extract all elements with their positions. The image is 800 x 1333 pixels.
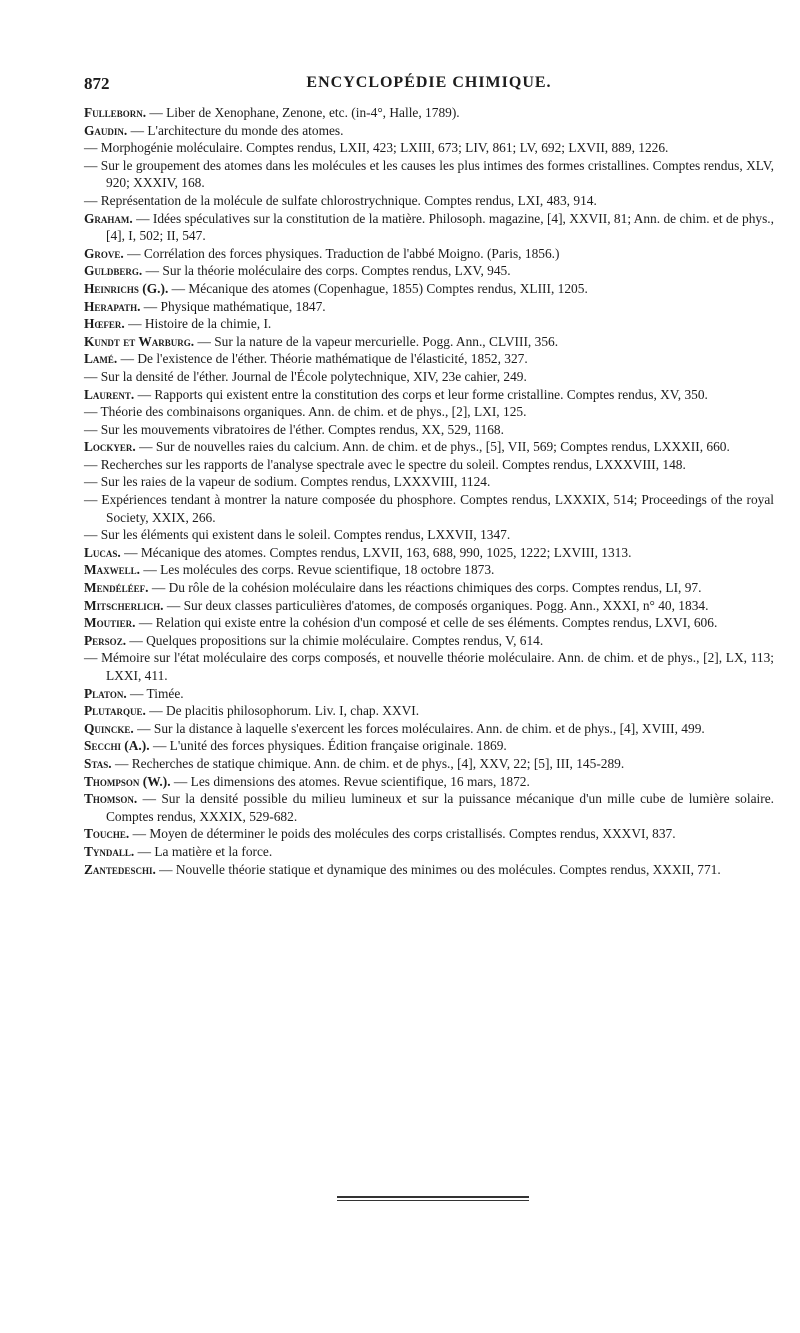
bibliography-entry [84,544,774,562]
entry-text: — Sur les raies de la vapeur de sodium. Comptes rendus, LXXXVIII, 1124. [84,474,491,490]
entry-author: Fulleborn. [84,105,147,120]
entry-text: — La matière et la force. [134,843,273,859]
entry-author: Persoz. [84,632,127,648]
bibliography-entry [84,597,774,615]
bibliography-entry [84,139,774,157]
entry-text: — Sur les éléments qui existent dans le soleil. Comptes rendus, LXXVII, 1347. [84,527,511,543]
entry-text: — Mécanique des atomes (Copenhague, 1855) Comptes rendus, XLIII, 1205. [168,280,588,296]
bibliography-list [84,104,774,878]
bibliography-entry [84,210,774,245]
entry-author: Lucas. [84,544,121,560]
entry-text: — Sur la distance à laquelle s'exercent les forces moléculaires. Ann. de chim. et de phys., [4], XVIII, 499. [133,720,705,736]
entry-author: Grove. [84,245,124,261]
bibliography-entry [84,614,774,632]
bibliography-entry [84,245,774,263]
page-number: 872 [84,74,110,93]
entry-text: — Sur les mouvements vibratoires de l'éther. Comptes rendus, XX, 529, 1168. [84,421,504,437]
entry-text: — Rapports qui existent entre la constitution des corps et leur forme cristalline. Comptes rendus, XV, 350. [134,386,708,402]
bibliography-entry [84,526,774,544]
entry-author: Platon. [84,685,127,701]
bibliography-entry [84,104,774,122]
entry-author: Tyndall. [84,843,135,859]
entry-author: Maxwell. [84,562,140,578]
bibliography-entry [84,561,774,579]
entry-author: Gaudin. [84,122,128,138]
bibliography-entry [84,720,774,738]
entry-text: — L'architecture du monde des atomes. [127,122,344,138]
entry-author: Laurent. [84,386,135,402]
entry-text: — Morphogénie moléculaire. Comptes rendus, LXII, 423; LXIII, 673; LIV, 861; LV, 692; LXVII, 889, 1226. [84,140,669,156]
entry-text: — De placitis philosophorum. Liv. I, chap. XXVI. [145,703,420,719]
entry-author: Heinrichs (G.). [84,280,169,296]
entry-author: Zantedeschi. [84,861,156,877]
bibliography-entry [84,649,774,684]
entry-text: — Liber de Xenophane, Zenone, etc. (in-4°, Halle, 1789). [146,105,460,120]
bibliography-entry [84,438,774,456]
entry-text: — Sur deux classes particulières d'atomes, de composés organiques. Pogg. Ann., XXXI, n° 40, 1834. [163,597,709,613]
entry-text: — Les dimensions des atomes. Revue scientifique, 16 mars, 1872. [170,773,530,789]
entry-text: — Sur la nature de la vapeur mercurielle. Pogg. Ann., CLVIII, 356. [194,333,559,349]
entry-author: Thomson. [84,791,138,807]
bibliography-entry [84,350,774,368]
entry-author: Guldberg. [84,263,143,279]
entry-text: — Moyen de déterminer le poids des molécules des corps cristallisés. Comptes rendus, XXXVI, 837. [129,826,676,842]
entry-text: — Mécanique des atomes. Comptes rendus, LXVII, 163, 688, 990, 1025, 1222; LXVIII, 1313. [120,544,632,560]
bibliography-entry [84,491,774,526]
bibliography-entry [84,790,774,825]
entry-author: Quincke. [84,720,134,736]
entry-author: Stas. [84,755,112,771]
bibliography-entry [84,386,774,404]
bibliography-entry [84,825,774,843]
entry-text: — Quelques propositions sur la chimie moléculaire. Comptes rendus, V, 614. [126,632,544,648]
entry-text: — Expériences tendant à montrer la nature composée du phosphore. Comptes rendus, LXXXIX, 514; Proceedings of the royal Society, XXIX, 266. [84,492,774,525]
entry-author: Secchi (A.). [84,738,150,754]
bibliography-entry [84,280,774,298]
entry-author: Mendéléef. [84,580,149,596]
entry-text: — L'unité des forces physiques. Édition française originale. 1869. [149,738,507,754]
entry-text: — Les molécules des corps. Revue scientifique, 18 octobre 1873. [140,562,495,578]
entry-text: — Sur le groupement des atomes dans les molécules et les causes les plus intimes des formes cristallines. Comptes rendus, XLV, 920; XXXIV, 168. [84,157,774,191]
bibliography-entry [84,192,774,210]
entry-author: Mitscherlich. [84,597,164,613]
entry-author: Lamé. [84,351,118,367]
bibliography-entry [84,298,774,316]
bibliography-entry [84,632,774,650]
entry-text: — Représentation de la molécule de sulfate chlorostrychnique. Comptes rendus, LXI, 483, 914. [84,192,597,208]
entry-author: Hœfer. [84,316,125,332]
page-header [84,74,774,98]
entry-text: — Sur de nouvelles raies du calcium. Ann. de chim. et de phys., [5], VII, 569; Comptes rendus, LXXXII, 660. [135,439,730,455]
bibliography-entry [84,333,774,351]
bibliography-entry [84,861,774,879]
entry-text: — Recherches sur les rapports de l'analyse spectrale avec le spectre du soleil. Comptes rendus, LXXXVIII, 148. [84,456,686,472]
entry-text: — Théorie des combinaisons organiques. Ann. de chim. et de phys., [2], LXI, 125. [84,404,527,420]
entry-text: — Physique mathématique, 1847. [140,298,326,314]
entry-author: Kundt et Warburg. [84,333,195,349]
bibliography-entry [84,421,774,439]
running-title: ENCYCLOPÉDIE CHIMIQUE. [306,74,552,91]
bibliography-entry [84,473,774,491]
entry-author: Moutier. [84,615,136,631]
bibliography-entry [84,368,774,386]
entry-author: Lockyer. [84,439,136,455]
entry-author: Graham. [84,210,133,226]
bibliography-entry [84,157,774,192]
bibliography-entry [84,315,774,333]
bibliography-entry [84,579,774,597]
bibliography-entry [84,843,774,861]
entry-text: — Corrélation des forces physiques. Traduction de l'abbé Moigno. (Paris, 1856.) [123,245,560,261]
entry-text: — Du rôle de la cohésion moléculaire dans les réactions chimiques des corps. Comptes rendus, LI, 97. [148,580,702,596]
bibliography-entry [84,456,774,474]
entry-text: — Mémoire sur l'état moléculaire des corps composés, et nouvelle théorie moléculaire. Ann. de chim. et de phys., [2], LX, 113; LXXI, 411. [84,650,774,683]
entry-author: Herapath. [84,298,141,314]
entry-author: Plutarque. [84,703,146,719]
entry-text: — Recherches de statique chimique. Ann. de chim. et de phys., [4], XXV, 22; [5], III, 145-289. [111,755,625,771]
entry-author: Touche. [84,826,130,842]
entry-text: — Timée. [126,685,184,701]
entry-text: — Histoire de la chimie, I. [124,316,272,332]
bibliography-entry [84,773,774,791]
end-rule [337,1196,529,1201]
entry-text: — Sur la densité de l'éther. Journal de l'École polytechnique, XIV, 23e cahier, 249. [84,368,527,384]
entry-text: — Sur la théorie moléculaire des corps. Comptes rendus, LXV, 945. [142,263,511,279]
entry-text: — Idées spéculatives sur la constitution de la matière. Philosoph. magazine, [4], XXVII, 81; Ann. de chim. et de phys., [4], I, 502; II, 547. [106,210,774,244]
bibliography-entry [84,262,774,280]
bibliography-entry [84,702,774,720]
entry-text: — Nouvelle théorie statique et dynamique des minimes ou des molécules. Comptes rendus, XXXII, 771. [155,861,721,877]
entry-text: — Relation qui existe entre la cohésion d'un composé et celle de ses éléments. Comptes rendus, LXVI, 606. [135,615,718,631]
bibliography-entry [84,685,774,703]
bibliography-entry [84,755,774,773]
entry-text: — Sur la densité possible du milieu lumineux et sur la puissance mécanique d'un mille cube de lumière solaire. Comptes rendus, XXXIX, 529-682. [106,791,774,824]
bibliography-entry [84,737,774,755]
bibliography-entry [84,403,774,421]
bibliography-entry [84,122,774,140]
entry-author: Thompson (W.). [84,773,171,789]
entry-text: — De l'existence de l'éther. Théorie mathématique de l'élasticité, 1852, 327. [117,351,528,367]
